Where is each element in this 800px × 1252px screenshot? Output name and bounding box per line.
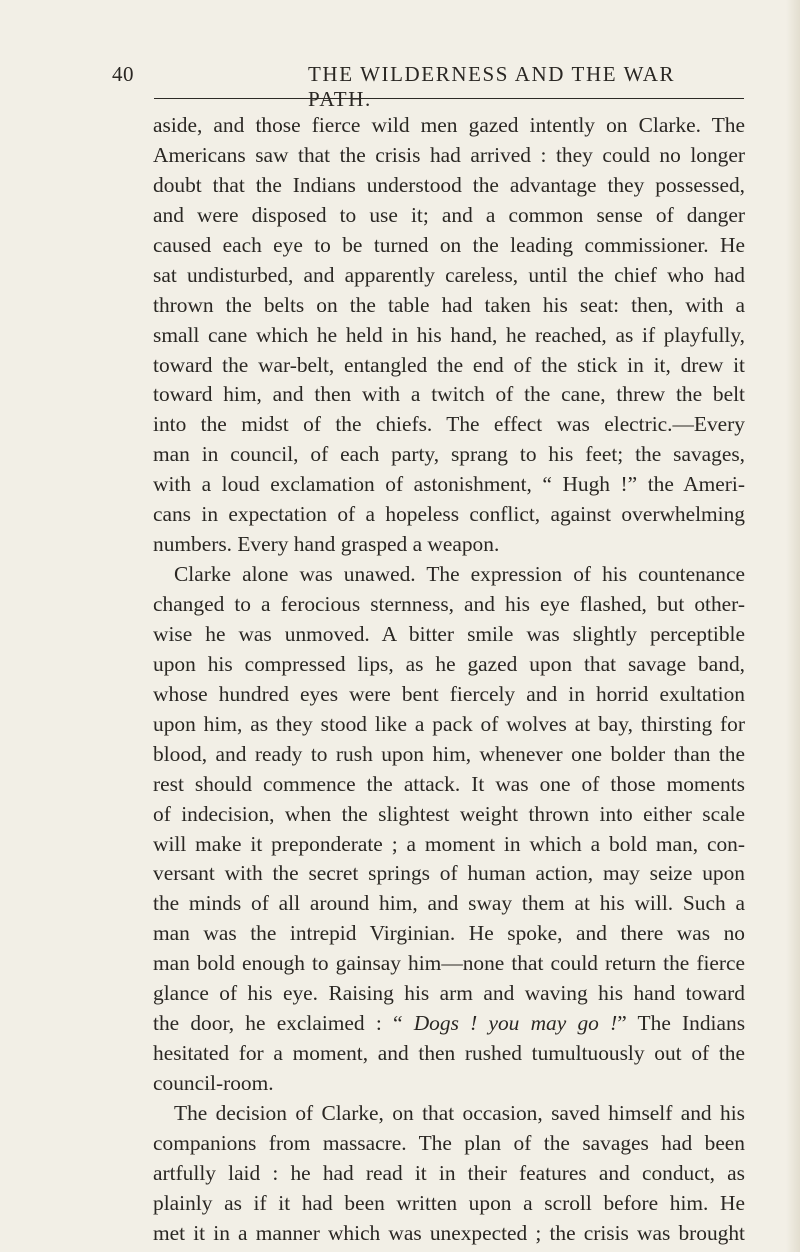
text-line: upon his compressed lips, as he gazed upon that savage band, bbox=[153, 651, 745, 676]
text-line: numbers. Every hand grasped a weapon. bbox=[153, 532, 500, 557]
paragraph bbox=[153, 1098, 745, 1248]
page-number: 40 bbox=[112, 62, 134, 86]
text-line: council-room. bbox=[153, 1071, 274, 1095]
text-line: doubt that the Indians understood the advantage they possessed, bbox=[153, 172, 745, 197]
text-line: toward the war-belt, entangled the end of the stick in it, drew it bbox=[153, 352, 745, 377]
text-line: The decision of Clarke, on that occasion, saved himself and his bbox=[174, 1100, 745, 1125]
header-rule bbox=[154, 98, 744, 99]
text-line: into the midst of the chiefs. The effect was electric.—Every bbox=[153, 412, 745, 437]
text-line: plainly as if it had been written upon a scroll before him. He bbox=[153, 1190, 745, 1215]
text-line: whose hundred eyes were bent fiercely and in horrid exultation bbox=[153, 681, 745, 706]
text-line: blood, and ready to rush upon him, whenever one bolder than the bbox=[153, 741, 745, 766]
text-line: Clarke alone was unawed. The expression of his countenance bbox=[174, 562, 745, 587]
text-line: cans in expectation of a hopeless conflict, against overwhelming bbox=[153, 502, 745, 527]
text-line: upon him, as they stood like a pack of wolves at bay, thirsting for bbox=[153, 711, 745, 736]
page-edge-shading bbox=[786, 0, 800, 1252]
text-line: versant with the secret springs of human action, may seize upon bbox=[153, 861, 745, 886]
text-line: small cane which he held in his hand, he reached, as if playfully, bbox=[153, 322, 745, 347]
text-line: companions from massacre. The plan of the savages had been bbox=[153, 1130, 745, 1155]
text-line: met it in a manner which was unexpected ; the crisis was brought bbox=[153, 1220, 745, 1245]
text-line: aside, and those fierce wild men gazed intently on Clarke. The bbox=[153, 113, 745, 137]
text-line: artfully laid : he had read it in their features and conduct, as bbox=[153, 1160, 745, 1185]
text-line: changed to a ferocious sternness, and his eye flashed, but other- bbox=[153, 592, 745, 616]
text-line: Americans saw that the crisis had arrived : they could no longer bbox=[153, 142, 745, 167]
paragraph bbox=[153, 110, 745, 559]
running-head: THE WILDERNESS AND THE WAR PATH. bbox=[308, 62, 676, 111]
text-line: toward him, and then with a twitch of the cane, threw the belt bbox=[153, 382, 745, 407]
text-line: of indecision, when the slightest weight thrown into either scale bbox=[153, 801, 745, 826]
text-line: thrown the belts on the table had taken his seat: then, with a bbox=[153, 292, 745, 317]
text-line: man was the intrepid Virginian. He spoke, and there was no bbox=[153, 921, 745, 946]
text-line: with a loud exclamation of astonishment, “ Hugh !” the Ameri- bbox=[153, 472, 745, 497]
text-line: hesitated for a moment, and then rushed tumultuously out of the bbox=[153, 1041, 745, 1066]
text-line: the door, he exclaimed : “ Dogs ! you may go !” The Indians bbox=[153, 1011, 746, 1036]
page-header bbox=[112, 60, 745, 111]
body-text bbox=[153, 110, 745, 1248]
text-line: and were disposed to use it; and a common sense of danger bbox=[153, 202, 745, 227]
text-line: glance of his eye. Raising his arm and waving his hand toward bbox=[153, 981, 745, 1006]
paragraph bbox=[153, 559, 745, 1098]
italic-quote: Dogs ! you may go ! bbox=[413, 1011, 618, 1036]
text-line: man bold enough to gainsay him—none that could return the fierce bbox=[153, 951, 745, 976]
text-line: the minds of all around him, and sway them at his will. Such a bbox=[153, 891, 745, 916]
text-line: wise he was unmoved. A bitter smile was slightly perceptible bbox=[153, 621, 745, 646]
text-line: will make it preponderate ; a moment in which a bold man, con- bbox=[153, 831, 745, 856]
text-line: caused each eye to be turned on the leading commissioner. He bbox=[153, 232, 745, 257]
text-line: rest should commence the attack. It was one of those moments bbox=[153, 771, 745, 796]
text-line: man in council, of each party, sprang to his feet; the savages, bbox=[153, 442, 745, 467]
text-line: sat undisturbed, and apparently careless, until the chief who had bbox=[153, 262, 745, 287]
